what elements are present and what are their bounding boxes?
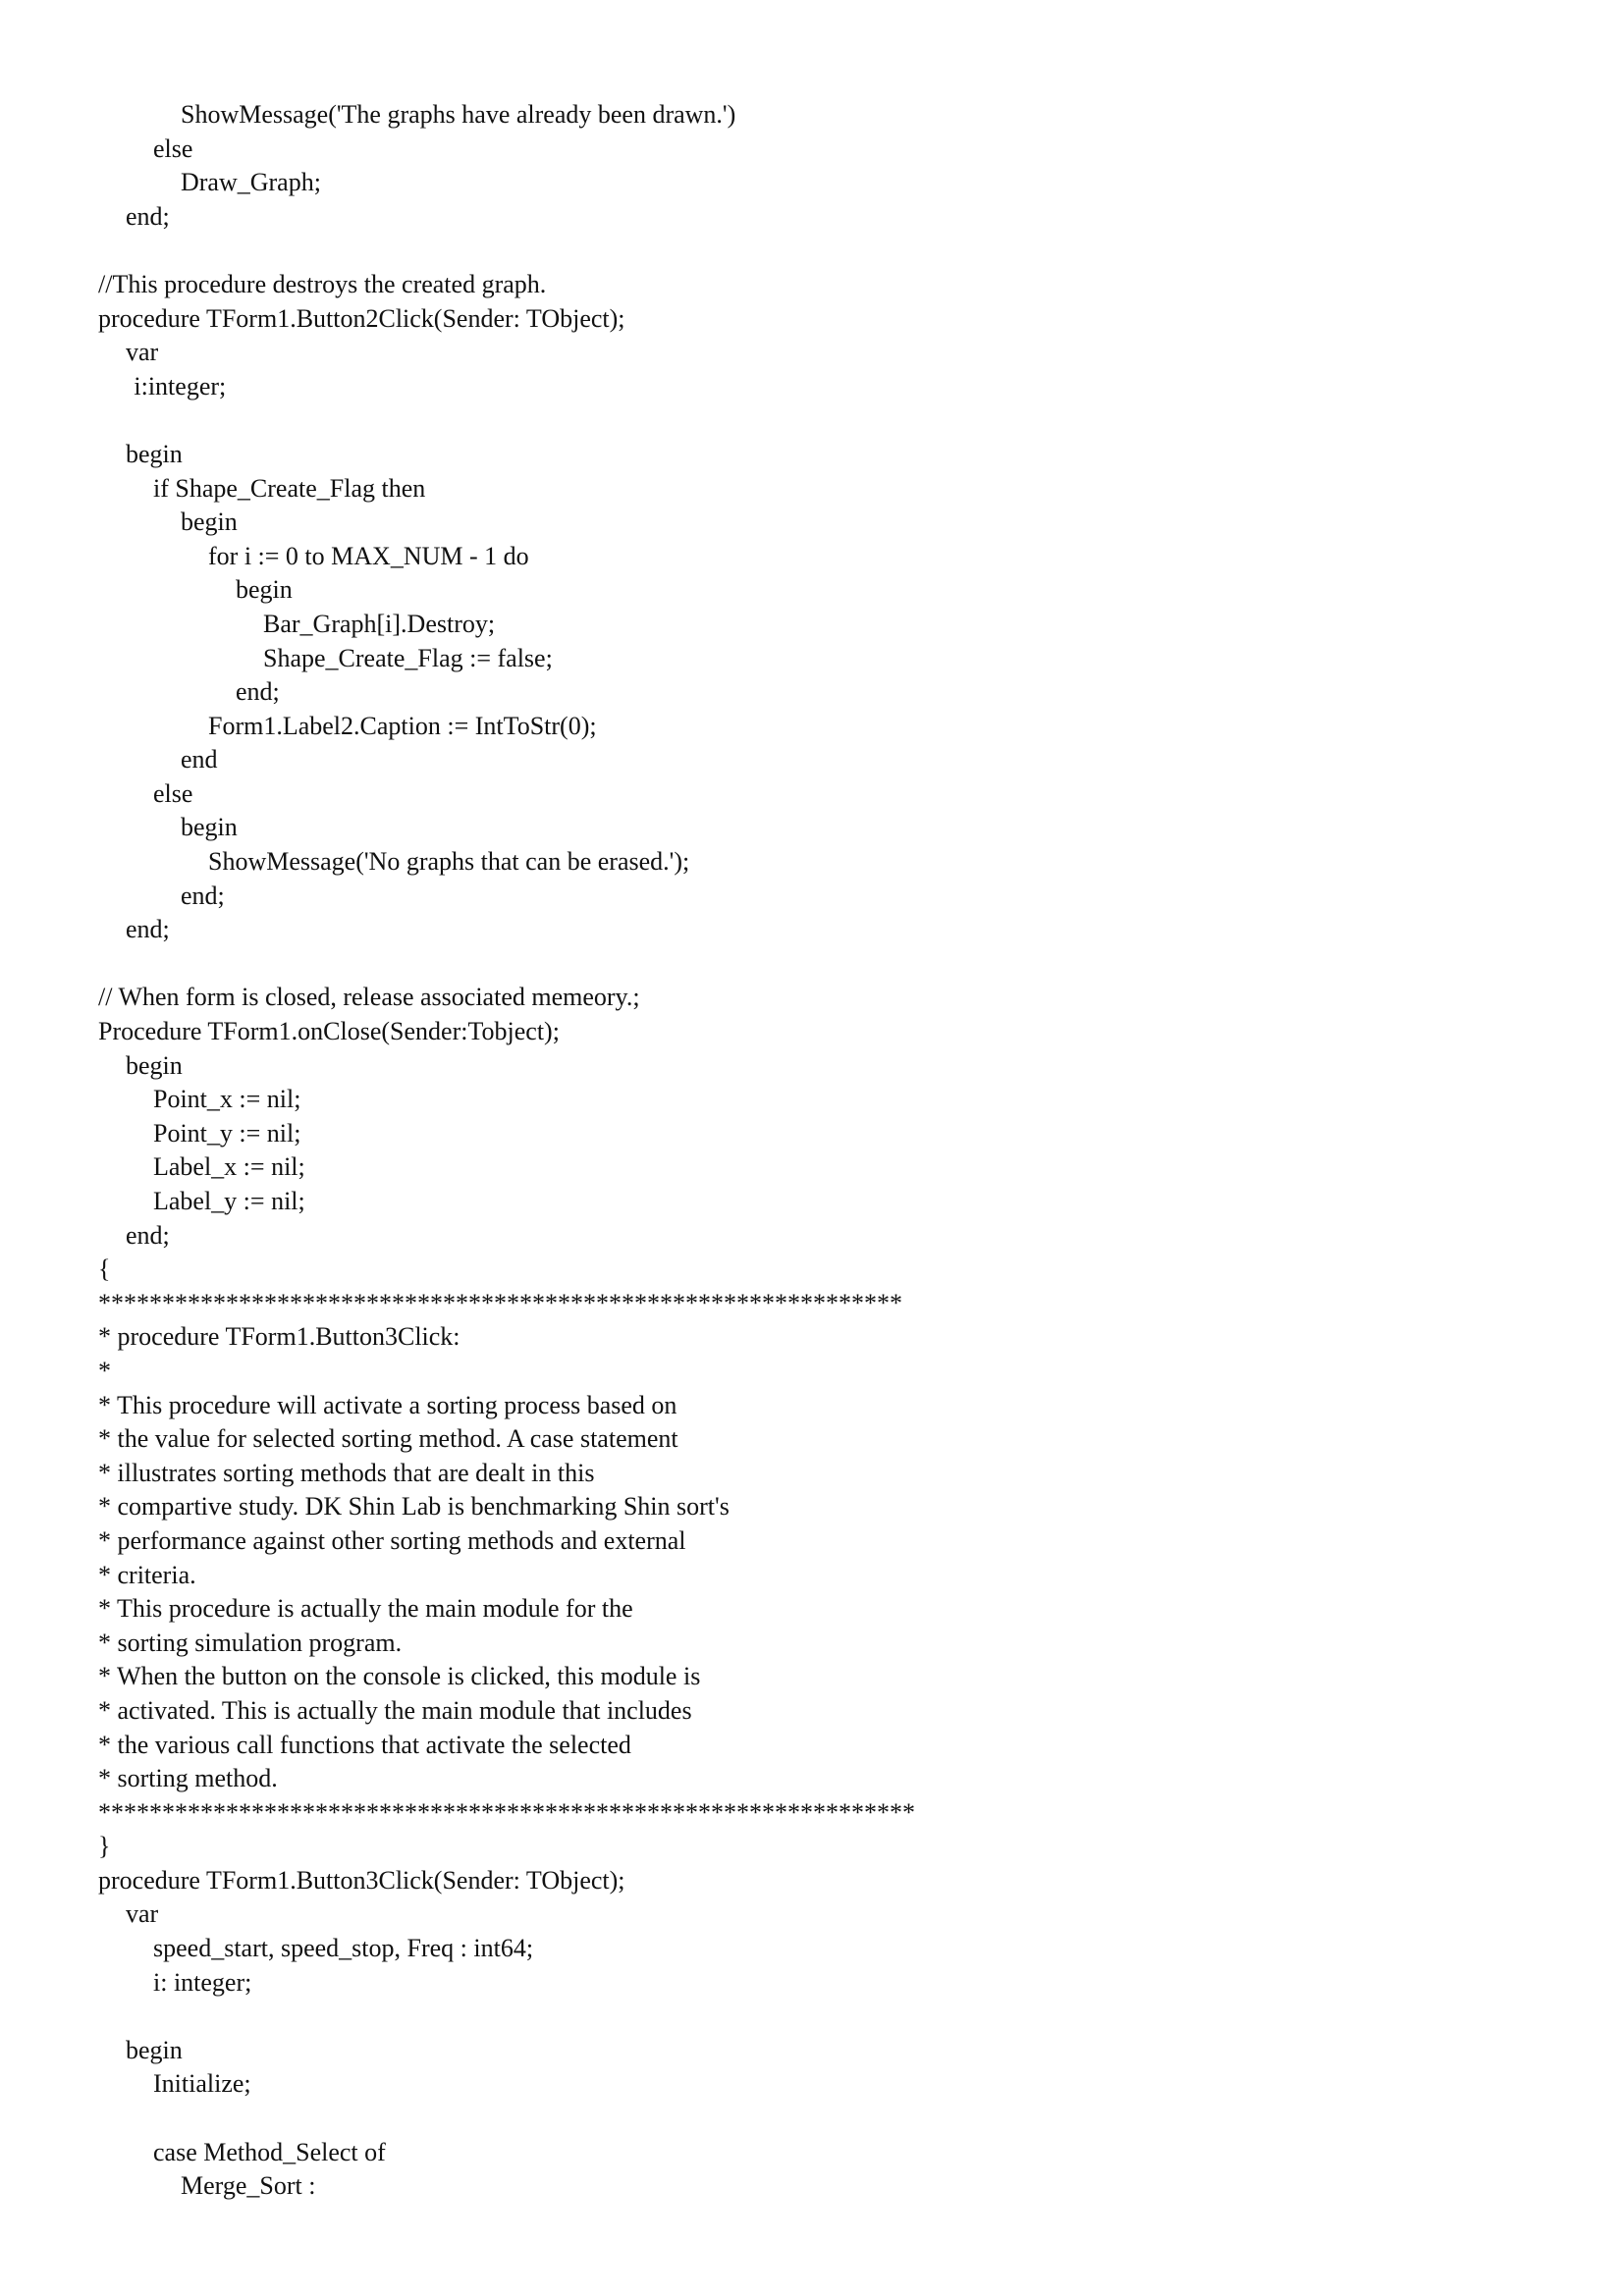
code-line: var xyxy=(126,1899,159,1929)
code-line: * This procedure is actually the main module for the xyxy=(98,1594,633,1624)
code-line: end; xyxy=(126,201,170,231)
code-line: * sorting simulation program. xyxy=(98,1628,403,1657)
code-line: * This procedure will activate a sorting process based on xyxy=(98,1390,677,1419)
code-line: * illustrates sorting methods that are dealt in this xyxy=(98,1458,595,1487)
code-line: * sorting method. xyxy=(98,1764,278,1793)
code-line: Shape_Create_Flag := false; xyxy=(263,643,553,672)
code-line: * activated. This is actually the main module that includes xyxy=(98,1695,692,1725)
code-line: Label_x := nil; xyxy=(153,1152,305,1182)
code-line: begin xyxy=(126,2035,183,2064)
code-line: * the value for selected sorting method. A case statement xyxy=(98,1424,678,1454)
code-line: } xyxy=(98,1832,111,1861)
code-line: Initialize; xyxy=(153,2069,251,2099)
code-line: Merge_Sort : xyxy=(181,2171,316,2201)
code-line: * the various call functions that activate the selected xyxy=(98,1730,631,1759)
blank-line xyxy=(98,2102,1551,2136)
code-line: procedure TForm1.Button3Click(Sender: TObject); xyxy=(98,1865,625,1895)
code-line: { xyxy=(98,1255,111,1284)
code-line: Label_y := nil; xyxy=(153,1187,305,1215)
code-line: else xyxy=(153,778,193,808)
code-line: if Shape_Create_Flag then xyxy=(153,473,426,503)
code-line: * criteria. xyxy=(98,1560,196,1589)
code-line: ShowMessage('No graphs that can be erased.'); xyxy=(208,847,690,877)
code-line: i:integer; xyxy=(134,371,227,400)
code-line: else xyxy=(153,133,193,163)
code-line: begin xyxy=(126,1050,183,1080)
code-listing xyxy=(98,98,1551,2204)
blank-line xyxy=(98,2000,1551,2034)
code-line: var xyxy=(126,338,159,367)
code-line: begin xyxy=(126,439,183,468)
code-line: * performance against other sorting methods and external xyxy=(98,1525,686,1555)
code-line: Draw_Graph; xyxy=(181,168,321,197)
code-line: ShowMessage('The graphs have already been drawn.') xyxy=(181,100,736,129)
code-line: case Method_Select of xyxy=(153,2137,386,2166)
code-line: for i := 0 to MAX_NUM - 1 do xyxy=(208,541,529,570)
code-line: end; xyxy=(236,677,280,707)
code-line: Point_y := nil; xyxy=(153,1118,301,1148)
code-line: procedure TForm1.Button2Click(Sender: TObject); xyxy=(98,303,625,333)
code-line: * compartive study. DK Shin Lab is benchmarking Shin sort's xyxy=(98,1492,730,1522)
blank-line xyxy=(98,234,1551,268)
code-line: *************************************************************** xyxy=(98,1288,902,1317)
code-line: **************************************************************** xyxy=(98,1797,915,1827)
code-line: * procedure TForm1.Button3Click: xyxy=(98,1322,460,1352)
code-line: end xyxy=(181,745,218,774)
code-line: speed_start, speed_stop, Freq : int64; xyxy=(153,1934,534,1963)
blank-line xyxy=(98,947,1551,982)
code-line: end; xyxy=(181,881,225,910)
code-line: begin xyxy=(236,575,293,605)
code-line: end; xyxy=(126,1220,170,1250)
code-line: begin xyxy=(181,813,238,842)
code-line: //This procedure destroys the created graph. xyxy=(98,269,547,298)
code-line: Procedure TForm1.onClose(Sender:Tobject); xyxy=(98,1017,560,1046)
code-line: Bar_Graph[i].Destroy; xyxy=(263,609,496,638)
code-line: Point_x := nil; xyxy=(153,1085,301,1114)
code-line: end; xyxy=(126,915,170,944)
blank-line xyxy=(98,403,1551,438)
code-line: i: integer; xyxy=(153,1967,252,1997)
code-line: begin xyxy=(181,507,238,537)
code-line: // When form is closed, release associated memeory.; xyxy=(98,983,640,1012)
code-line: * xyxy=(98,1356,111,1385)
code-line: Form1.Label2.Caption := IntToStr(0); xyxy=(208,711,597,740)
code-line: * When the button on the console is clicked, this module is xyxy=(98,1662,701,1691)
